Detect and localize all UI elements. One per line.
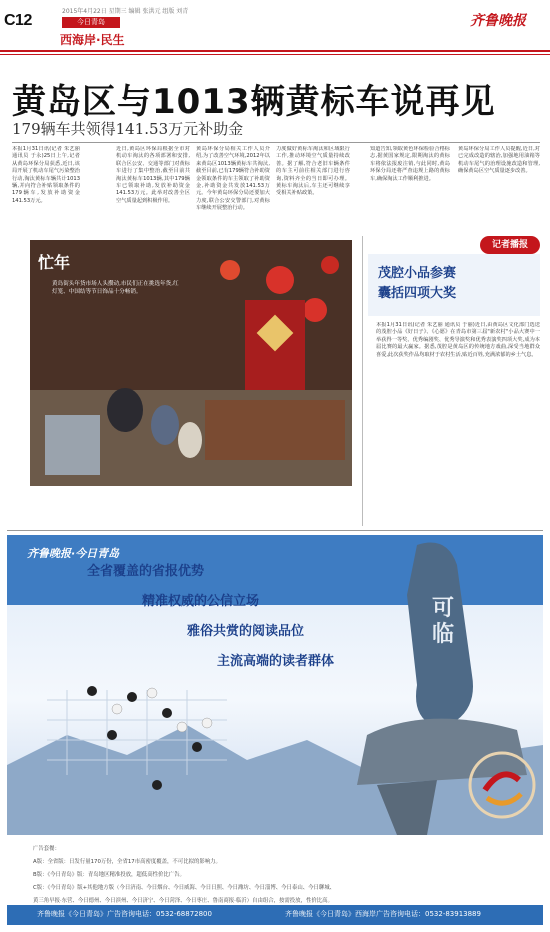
headline: 黄岛区与1013辆黄标车说再见 xyxy=(12,82,496,122)
sidebar-title xyxy=(378,264,456,304)
headline-divider xyxy=(12,142,540,143)
section-title: 西海岸·民生 xyxy=(60,33,125,47)
sidebar-body: 本报1月31日讯(记者 朱艺丽 通讯员 于丽)近日,由黄岛区文化部门选送的茂腔小品《好日子》、《心愿》在青岛市第三届"新农村"小品大赛中一举获得一等奖、优秀编剧奖、优秀导演奖和优秀表演奖四项大奖,成为本届比赛的最大赢家。据悉,茂腔是黄岛区的传统地方戏曲,深受当地群众喜爱,此次获奖作品均取材于农村生活,贴近百姓,充满浓郁的乡土气息。 xyxy=(376,322,540,358)
ad-copy-label: 广告套餐： xyxy=(33,846,60,852)
subhead: 179辆车共领得141.53万元补助金 xyxy=(12,120,244,138)
sidebar-divider xyxy=(362,236,363,526)
paper-logo: 齐鲁晚报 xyxy=(470,13,526,29)
ad-slogan-3: 雅俗共赏的阅读品位 xyxy=(187,624,305,639)
market-scene-illustration xyxy=(30,240,352,486)
article-column-4: 力度做好黄标车淘汰和区域限行工作,推动环境空气质量持续改善。据了解,符合老旧车辆条件的车主可前往相关部门进行咨询,资料齐全的当日即可办理。黄标车淘汰后,车主还可继续享受相关补贴政策。 xyxy=(276,146,350,197)
sidebar-title-line-1: 茂腔小品参赛 xyxy=(378,266,457,281)
reporter-badge: 记者播报 xyxy=(480,236,540,254)
rock-inscription: 可临 xyxy=(432,595,455,647)
dateline: 2015年4月22日 星期三 编辑 张洪元 组版 刘青 xyxy=(62,8,189,15)
ad-slogan-4: 主流高端的读者群体 xyxy=(217,654,335,669)
ad-slogan-2: 精准权威的公信立场 xyxy=(142,594,260,609)
header-rule-thin xyxy=(0,54,550,55)
ad-copy-line: 黄三角早报·东营、今日德州、今日滨州、今日济宁、今日菏泽、今日枣庄、鲁南商报·临沂）自由组合，按需投放，性价比高。 xyxy=(33,898,333,904)
ad-copy-line: C版：《今日青岛》版+其他地方版（今日济南、今日烟台、今日威海、今日日照、今日潍坊、今日淄博、今日泰山、今日聊城、 xyxy=(33,885,336,891)
article-column-3: 黄岛环保分局相关工作人员介绍,为了改善空气环境,2012年以来黄岛区1013辆黄标车共淘汰,截至目前,已有179辆符合补助资金领取条件的车主领取了补助资金,补助资金共发放141.53万元。今年黄岛环保分局还要加大力度,联合公安交警部门,对黄标车继续开展整治行动。 xyxy=(196,146,270,212)
photo-caption: 黄岛街头年货市场人头攒动,市民们正在挑选年货,红灯笼、中国结等节日饰品十分畅销。 xyxy=(52,281,179,295)
ad-slogan-1: 全省覆盖的省报优势 xyxy=(87,564,205,579)
advertisement xyxy=(7,535,543,835)
header-rule xyxy=(0,50,550,52)
footer-contact-left: 齐鲁晚报《今日青岛》广告咨询电话：0532-68872800 xyxy=(37,910,212,918)
paper-emblem-icon xyxy=(467,750,537,820)
news-photo xyxy=(30,240,352,486)
ad-copy xyxy=(33,843,543,908)
article-column-5: 知道告知,领取黄色环保检验合格标志,据黄国家规定,限期淘汰的黄标车将依法报废注销,与此同时,黄岛环保分局还将严查违规上路的黄标车,确保淘汰工作顺利推进。 xyxy=(370,146,450,182)
ad-copy-line: A版：全省版：日发行量170万份，全省17市高密度覆盖，不可比拟的影响力。 xyxy=(33,859,221,865)
ad-divider xyxy=(7,530,543,531)
page-number: C12 xyxy=(4,12,32,29)
sidebar-title-line-2: 囊括四项大奖 xyxy=(378,286,457,301)
ad-copy-line: B版：《今日青岛》版：青岛地区精准投放，超低高性价比广告。 xyxy=(33,872,185,878)
footer-contact-right: 齐鲁晚报《今日青岛》西海岸广告咨询电话：0532-83913889 xyxy=(285,910,481,918)
photo-label: 忙年 xyxy=(38,253,71,272)
ad-brand: 齐鲁晚报·今日青岛 xyxy=(27,547,120,560)
footer-bar xyxy=(7,905,543,925)
article-column-1: 本报1月31日讯(记者 朱艺丽通讯员 于永)25日上午,记者从黄岛环保分局获悉,近日,该局开展了机动车尾气污染整治行动,淘汰黄标车辆共计1013辆,并向符合补贴领取条件的179辆车,发放补助资金141.53万元。 xyxy=(12,146,80,204)
article-column-2: 近日,黄岛区环保局根据全市对机动车淘汰的各项部署和安排,联合区公安、交通等部门对黄标车进行了集中整治,截至目前共淘汰黄标车1013辆,其中179辆车已领取补助,发放补助资金141.53万元。此举对改善全区空气质量起到积极作用。 xyxy=(116,146,190,204)
section-tag: 今日青岛 xyxy=(62,17,120,28)
article-column-1-cont xyxy=(12,240,28,360)
article-column-6: 黄岛环保分局工作人员提醒,近日,对已完成改造的辖治,加强地用油箱等机动车尾气的治理设施改造和管理,确保黄岛区空气质量逐步改善。 xyxy=(458,146,540,175)
